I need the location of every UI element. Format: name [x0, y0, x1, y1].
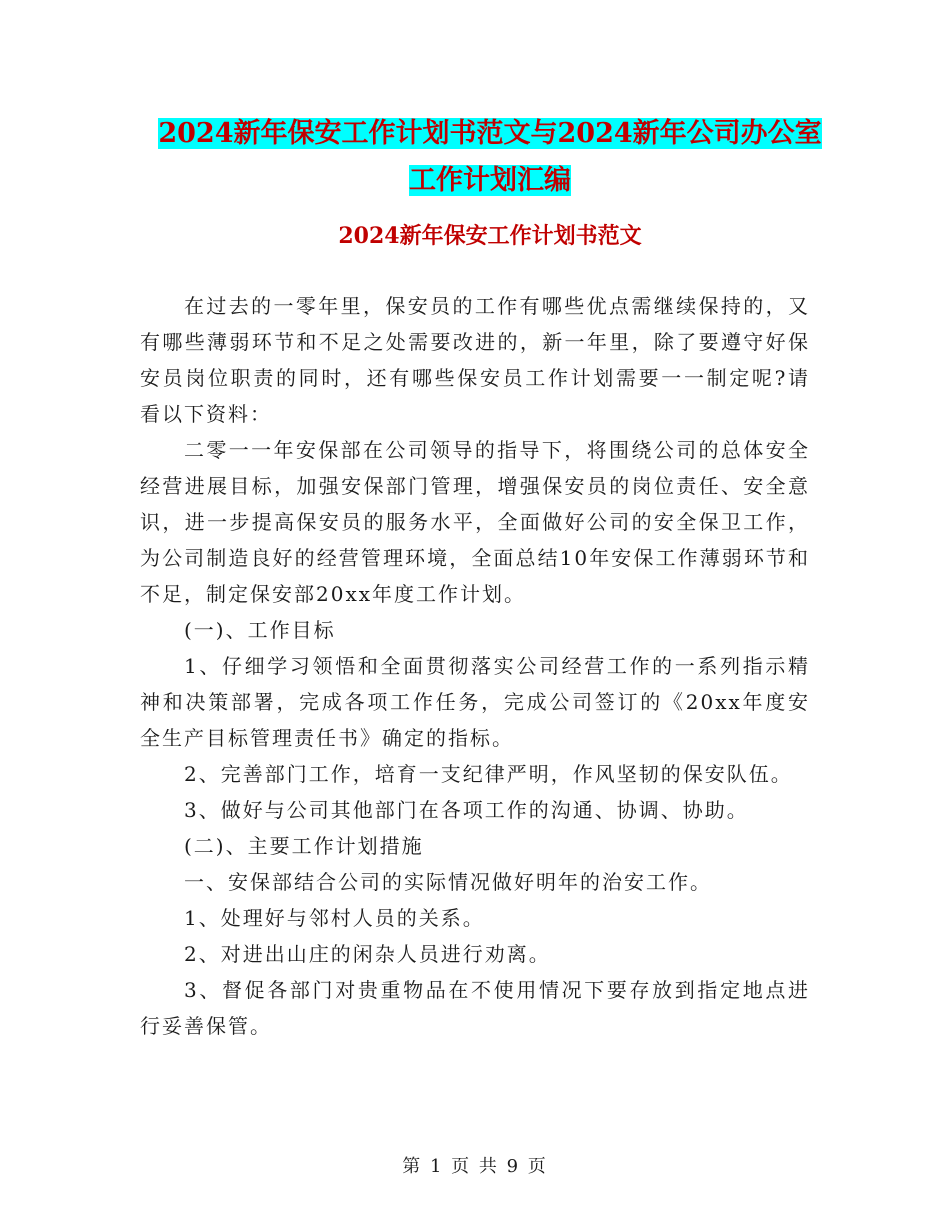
paragraph: 二零一一年安保部在公司领导的指导下，将围绕公司的总体安全经营进展目标，加强安保部门管理，增强保安员的岗位责任、安全意识，进一步提高保安员的服务水平，全面做好公司的安全保卫工作，为公司制造良好的经营管理环境，全面总结10年安保工作薄弱环节和不足，制定保安部20xx年度工作计划。 — [140, 438, 810, 606]
paragraph: (一)、工作目标 — [184, 618, 336, 642]
document-title — [140, 110, 840, 204]
paragraph: (二)、主要工作计划措施 — [184, 834, 424, 858]
document-title-line-1: 2024新年保安工作计划书范文与2024新年公司办公室 — [158, 118, 822, 149]
paragraph: 2、对进出山庄的闲杂人员进行劝离。 — [184, 942, 551, 966]
paragraph: 3、督促各部门对贵重物品在不使用情况下要存放到指定地点进行妥善保管。 — [140, 978, 810, 1038]
page-footer: 第 1 页 共 9 页 — [402, 1156, 548, 1177]
paragraph: 在过去的一零年里，保安员的工作有哪些优点需继续保持的，又有哪些薄弱环节和不足之处需要改进的，新一年里，除了要遵守好保安员岗位职责的同时，还有哪些保安员工作计划需要一一制定呢?请看以下资料： — [140, 294, 810, 426]
section-title: 2024新年保安工作计划书范文 — [338, 223, 642, 249]
document-title-line-2: 工作计划汇编 — [409, 165, 571, 196]
paragraph: 3、做好与公司其他部门在各项工作的沟通、协调、协助。 — [184, 798, 749, 822]
paragraph: 2、完善部门工作，培育一支纪律严明，作风坚韧的保安队伍。 — [184, 762, 793, 786]
paragraph: 1、仔细学习领悟和全面贯彻落实公司经营工作的一系列指示精神和决策部署，完成各项工作任务，完成公司签订的《20xx年度安全生产目标管理责任书》确定的指标。 — [140, 654, 810, 750]
document-body — [140, 288, 810, 1044]
paragraph: 一、安保部结合公司的实际情况做好明年的治安工作。 — [184, 870, 712, 894]
paragraph: 1、处理好与邻村人员的关系。 — [184, 906, 485, 930]
